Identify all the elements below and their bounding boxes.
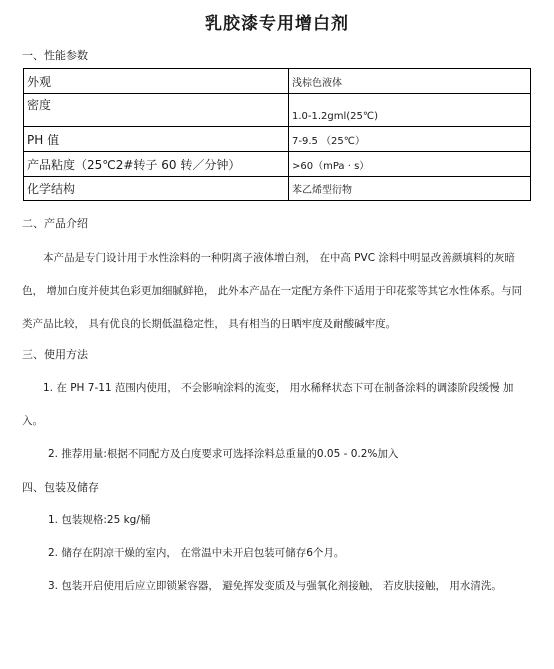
spec-key: 密度 xyxy=(24,94,289,127)
table-row xyxy=(24,94,531,127)
table-row xyxy=(24,69,531,94)
storage-item-1: 1. 包装规格:25 kg/桶 xyxy=(48,514,151,526)
storage-item-2: 2. 储存在阴凉干燥的室内， 在常温中未开启包装可储存6个月。 xyxy=(48,547,345,559)
spec-table xyxy=(23,68,531,201)
usage-item-2: 2. 推荐用量:根据不同配方及白度要求可选择涂料总重量的0.05 - 0.2%加入 xyxy=(48,448,399,460)
spec-value: 浅棕色液体 xyxy=(289,69,531,94)
table-row xyxy=(24,127,531,152)
spec-key: PH 值 xyxy=(24,127,289,152)
spec-value: >60（mPa · s） xyxy=(289,152,531,177)
spec-value: 1.0-1.2gml(25℃) xyxy=(289,94,531,127)
section-heading-usage: 三、使用方法 xyxy=(22,348,88,361)
spec-value: 7-9.5 （25℃） xyxy=(289,127,531,152)
intro-paragraph: 本产品是专门设计用于水性涂料的一种阴离子液体增白剂， 在中高 PVC 涂料中明显改善颜填料的灰暗色， 增加白度并使其色彩更加细腻鲜艳， 此外本产品在一定配方条件下适用于印花浆等其它水性体系。与同类产品比较， 具有优良的长期低温稳定性， 具有相当的日晒牢度及耐酸碱牢度。 xyxy=(22,252,523,330)
spec-value: 苯乙烯型衍物 xyxy=(289,177,531,201)
spec-key: 外观 xyxy=(24,69,289,94)
section-heading-storage: 四、包装及储存 xyxy=(22,481,99,494)
spec-key: 产品粘度（25℃2#转子 60 转／分钟） xyxy=(24,152,289,177)
spec-key: 化学结构 xyxy=(24,177,289,201)
document-title: 乳胶漆专用增白剂 xyxy=(205,14,349,34)
section-heading-intro: 二、产品介绍 xyxy=(22,217,88,230)
table-row xyxy=(24,177,531,201)
table-row xyxy=(24,152,531,177)
section-heading-performance: 一、性能参数 xyxy=(22,49,88,62)
usage-item-1: 1. 在 PH 7-11 范围内使用， 不会影响涂料的流变， 用水稀释状态下可在制备涂料的调漆阶段缓慢 加入。 xyxy=(22,382,514,427)
storage-item-3: 3. 包装开启使用后应立即锁紧容器， 避免挥发变质及与强氧化剂接触， 若皮肤接触， 用水清洗。 xyxy=(48,580,502,592)
